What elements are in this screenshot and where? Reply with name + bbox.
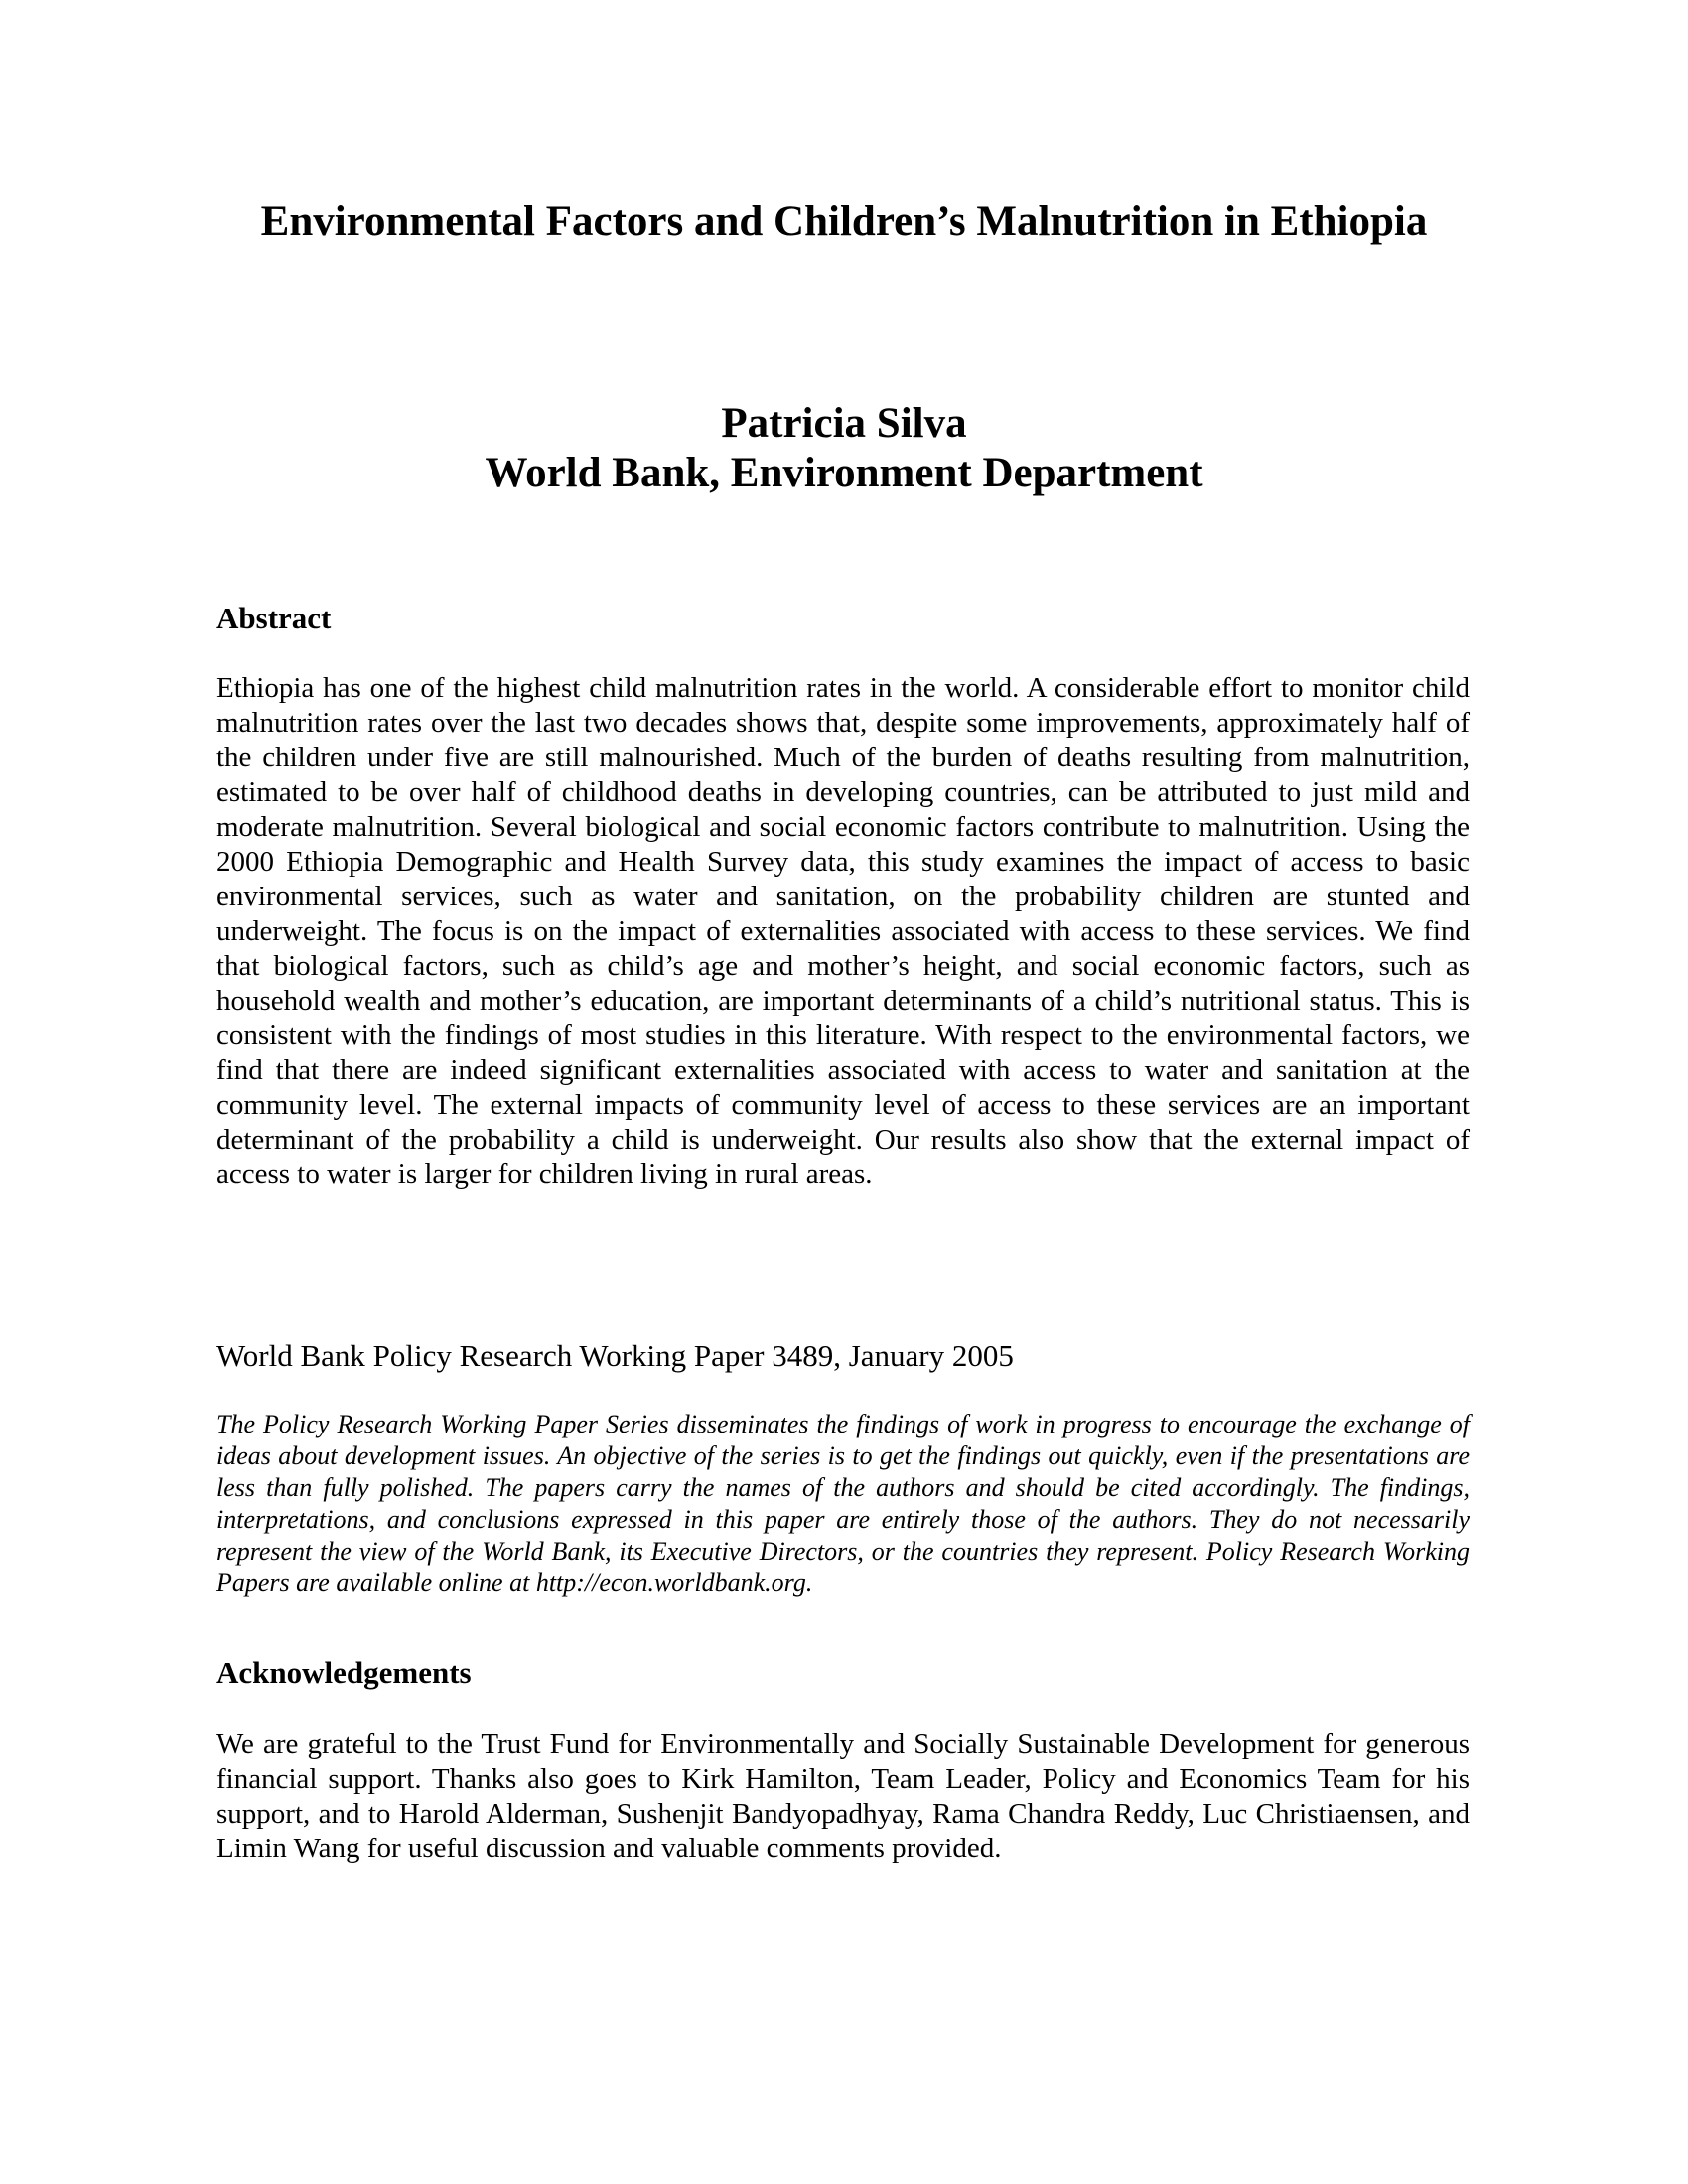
series-disclaimer: The Policy Research Working Paper Series disseminates the findings of work in progress to encourage the exchange of ideas about development issues. An objective of the series is to get the findings out quickly, even if the presentations are less than fully polished. The papers carry the names of the authors and should be cited accordingly. The findings, interpretations, and conclusions expressed in this paper are entirely those of the authors. They do not necessarily represent the view of the World Bank, its Executive Directors, or the countries they represent. Policy Research Working Papers are available online at http://econ.worldbank.org. — [216, 1410, 1470, 1597]
abstract-text: Ethiopia has one of the highest child malnutrition rates in the world. A considerable effort to monitor child malnutrition rates over the last two decades shows that, despite some improvements, approximately half of the children under five are still malnourished. Much of the burden of deaths resulting from malnutrition, estimated to be over half of childhood deaths in developing countries, can be attributed to just mild and moderate malnutrition. Several biological and social economic factors contribute to malnutrition. Using the 2000 Ethiopia Demographic and Health Survey data, this study examines the impact of access to basic environmental services, such as water and sanitation, on the probability children are stunted and underweight. The focus is on the impact of externalities associated with access to these services. We find that biological factors, such as child’s age and mother’s height, and social economic factors, such as household wealth and mother’s education, are important determinants of a child’s nutritional status. This is consistent with the findings of most studies in this literature. With respect to the environmental factors, we find that there are indeed significant externalities associated with access to water and sanitation at the community level. The external impacts of community level of access to these services are an important determinant of the probability a child is underweight. Our results also show that the external impact of access to water is larger for children living in rural areas. — [216, 672, 1470, 1190]
acknowledgements-text: We are grateful to the Trust Fund for Environmentally and Socially Sustainable Development for generous financial support. Thanks also goes to Kirk Hamilton, Team Leader, Policy and Economics Team for his support, and to Harold Alderman, Sushenjit Bandyopadhyay, Rama Chandra Reddy, Luc Christiaensen, and Limin Wang for useful discussion and valuable comments provided. — [216, 1728, 1470, 1864]
working-paper-reference: World Bank Policy Research Working Paper 3489, January 2005 — [216, 1338, 1014, 1373]
paper-title: Environmental Factors and Children’s Malnutrition in Ethiopia — [260, 199, 1428, 245]
author-affiliation: World Bank, Environment Department — [485, 450, 1203, 496]
author-block — [0, 399, 1688, 498]
author-name: Patricia Silva — [721, 400, 967, 447]
abstract-heading: Abstract — [216, 601, 332, 635]
acknowledgements-heading: Acknowledgements — [216, 1655, 472, 1690]
